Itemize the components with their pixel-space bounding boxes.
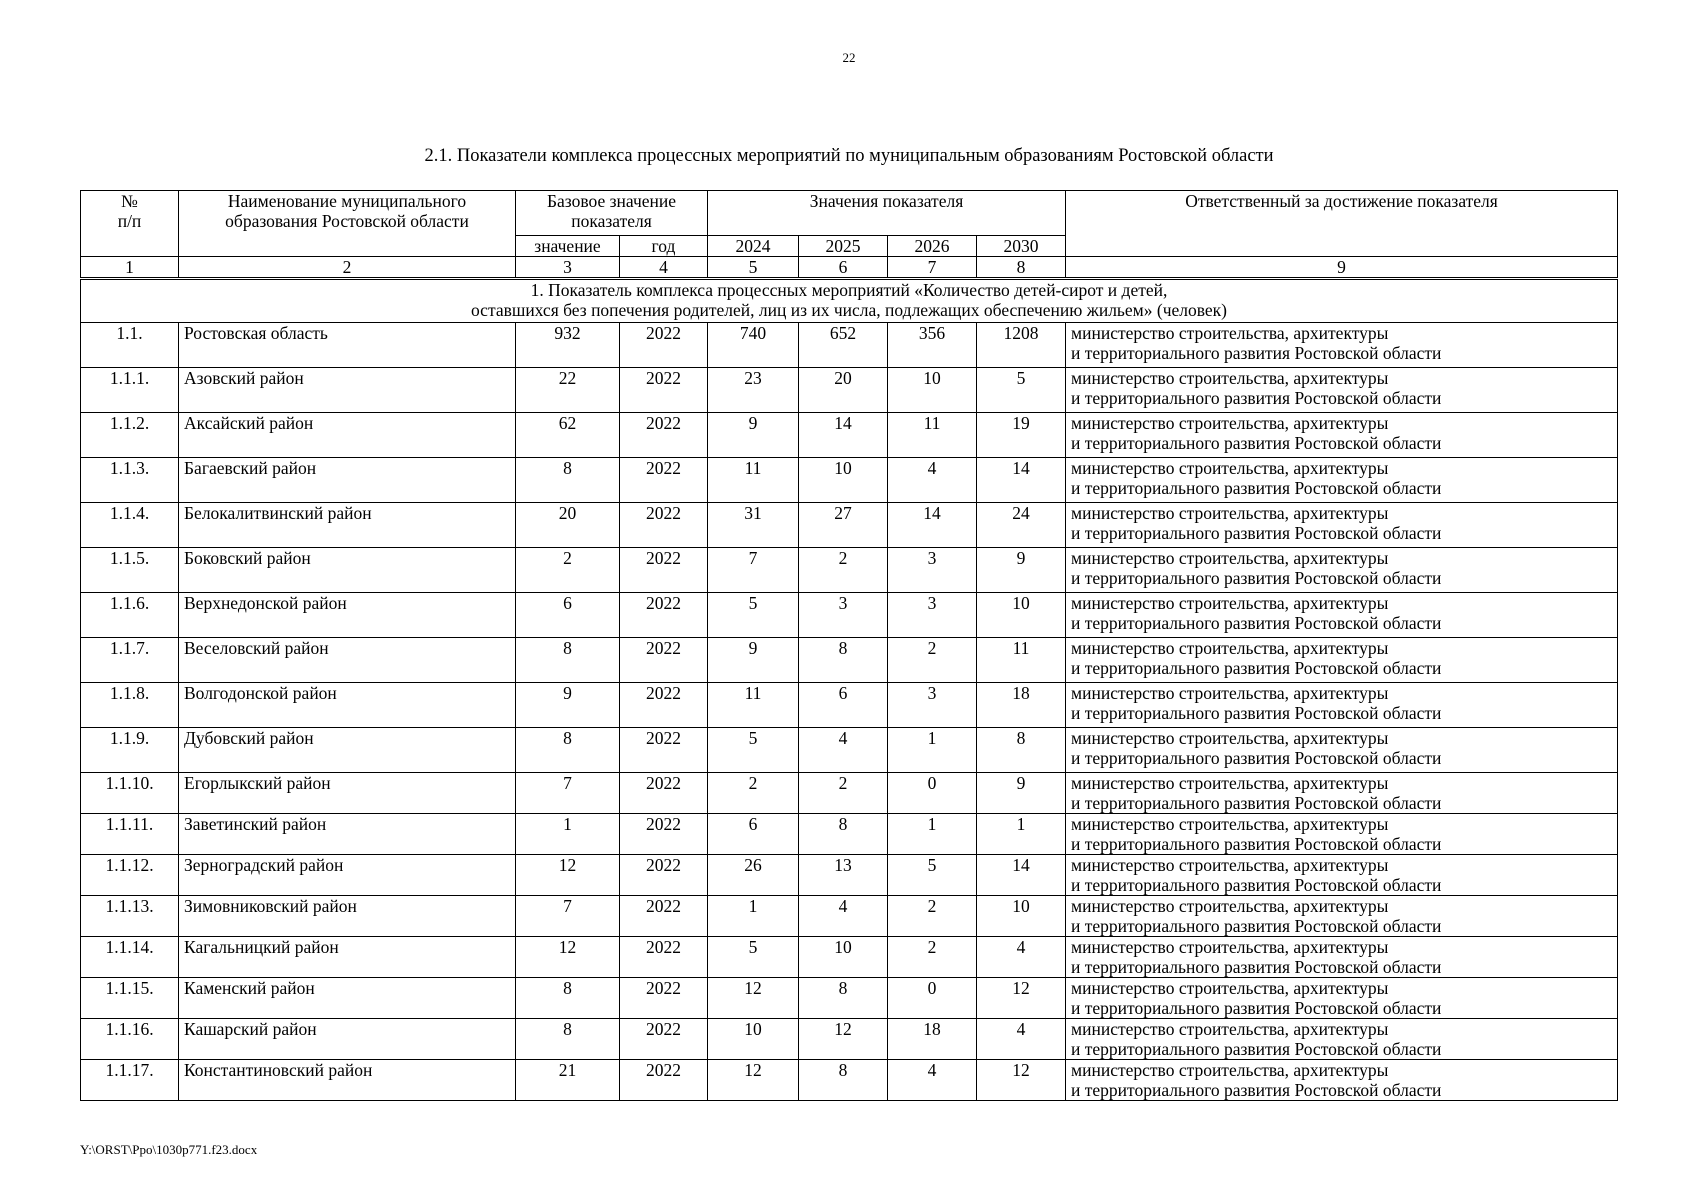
table-row <box>81 638 1618 683</box>
base-value: 12 <box>516 855 620 896</box>
municipality-name: Ростовская область <box>179 323 516 368</box>
municipality-name: Кашарский район <box>179 1019 516 1060</box>
value-2026: 0 <box>888 978 977 1019</box>
section-title <box>81 279 1618 323</box>
table-row <box>81 978 1618 1019</box>
value-2026: 4 <box>888 1060 977 1101</box>
table-row <box>81 896 1618 937</box>
responsible-line2: и территориального развития Ростовской области <box>1071 834 1442 854</box>
responsible-line1: министерство строительства, архитектуры <box>1071 978 1389 998</box>
value-2026: 14 <box>888 503 977 548</box>
row-number: 1.1.14. <box>81 937 179 978</box>
value-2024: 9 <box>708 413 799 458</box>
base-value: 8 <box>516 458 620 503</box>
responsible-line1: министерство строительства, архитектуры <box>1071 1019 1389 1039</box>
municipality-name: Азовский район <box>179 368 516 413</box>
responsible-cell <box>1066 548 1618 593</box>
base-year: 2022 <box>620 638 708 683</box>
column-number: 5 <box>708 257 799 279</box>
responsible-line1: министерство строительства, архитектуры <box>1071 855 1389 875</box>
responsible-cell <box>1066 638 1618 683</box>
responsible-line1: министерство строительства, архитектуры <box>1071 638 1389 658</box>
responsible-line2: и территориального развития Ростовской области <box>1071 703 1442 723</box>
responsible-line2: и территориального развития Ростовской области <box>1071 478 1442 498</box>
header-year: год <box>620 236 708 257</box>
responsible-line2: и территориального развития Ростовской области <box>1071 658 1442 678</box>
value-2030: 19 <box>977 413 1066 458</box>
base-year: 2022 <box>620 1019 708 1060</box>
header-base: Базовое значение показателя <box>516 191 708 236</box>
responsible-cell <box>1066 728 1618 773</box>
municipality-name: Дубовский район <box>179 728 516 773</box>
value-2024: 2 <box>708 773 799 814</box>
value-2024: 12 <box>708 978 799 1019</box>
value-2025: 4 <box>799 896 888 937</box>
value-2024: 740 <box>708 323 799 368</box>
value-2030: 4 <box>977 1019 1066 1060</box>
base-value: 12 <box>516 937 620 978</box>
value-2026: 10 <box>888 368 977 413</box>
base-year: 2022 <box>620 728 708 773</box>
value-2024: 23 <box>708 368 799 413</box>
base-value: 1 <box>516 814 620 855</box>
column-number: 9 <box>1066 257 1618 279</box>
row-number: 1.1.17. <box>81 1060 179 1101</box>
row-number: 1.1.16. <box>81 1019 179 1060</box>
value-2030: 9 <box>977 773 1066 814</box>
header-value: значение <box>516 236 620 257</box>
municipality-name: Константиновский район <box>179 1060 516 1101</box>
base-value: 932 <box>516 323 620 368</box>
value-2025: 14 <box>799 413 888 458</box>
base-value: 2 <box>516 548 620 593</box>
value-2024: 5 <box>708 937 799 978</box>
column-numbers-row <box>81 257 1618 279</box>
header-2030: 2030 <box>977 236 1066 257</box>
table-row <box>81 458 1618 503</box>
value-2030: 10 <box>977 593 1066 638</box>
responsible-line1: министерство строительства, архитектуры <box>1071 548 1389 568</box>
responsible-line2: и территориального развития Ростовской области <box>1071 388 1442 408</box>
value-2024: 31 <box>708 503 799 548</box>
table-row <box>81 323 1618 368</box>
value-2025: 8 <box>799 814 888 855</box>
base-value: 8 <box>516 1019 620 1060</box>
header-name: Наименование муниципального образования Ростовской области <box>179 191 516 257</box>
header-values: Значения показателя <box>708 191 1066 236</box>
value-2026: 2 <box>888 896 977 937</box>
value-2030: 1208 <box>977 323 1066 368</box>
base-year: 2022 <box>620 593 708 638</box>
row-number: 1.1.6. <box>81 593 179 638</box>
responsible-line2: и территориального развития Ростовской области <box>1071 1039 1442 1059</box>
row-number: 1.1.10. <box>81 773 179 814</box>
responsible-cell <box>1066 413 1618 458</box>
value-2024: 5 <box>708 593 799 638</box>
row-number: 1.1. <box>81 323 179 368</box>
row-number: 1.1.8. <box>81 683 179 728</box>
base-value: 7 <box>516 773 620 814</box>
value-2030: 10 <box>977 896 1066 937</box>
value-2030: 24 <box>977 503 1066 548</box>
header-2024: 2024 <box>708 236 799 257</box>
base-value: 20 <box>516 503 620 548</box>
base-value: 7 <box>516 896 620 937</box>
base-value: 9 <box>516 683 620 728</box>
table-row <box>81 937 1618 978</box>
responsible-line1: министерство строительства, архитектуры <box>1071 683 1389 703</box>
value-2030: 9 <box>977 548 1066 593</box>
value-2026: 0 <box>888 773 977 814</box>
responsible-line2: и территориального развития Ростовской области <box>1071 523 1442 543</box>
value-2025: 4 <box>799 728 888 773</box>
value-2030: 12 <box>977 1060 1066 1101</box>
municipality-name: Волгодонской район <box>179 683 516 728</box>
column-number: 6 <box>799 257 888 279</box>
responsible-cell <box>1066 773 1618 814</box>
base-value: 6 <box>516 593 620 638</box>
document-title: 2.1. Показатели комплекса процессных мероприятий по муниципальным образованиям Ростовской области <box>424 146 1274 166</box>
responsible-cell <box>1066 368 1618 413</box>
responsible-line2: и территориального развития Ростовской области <box>1071 568 1442 588</box>
base-value: 8 <box>516 978 620 1019</box>
row-number: 1.1.12. <box>81 855 179 896</box>
responsible-line2: и территориального развития Ростовской области <box>1071 957 1442 977</box>
municipality-name: Зимовниковский район <box>179 896 516 937</box>
municipality-name: Верхнедонской район <box>179 593 516 638</box>
value-2030: 4 <box>977 937 1066 978</box>
value-2026: 11 <box>888 413 977 458</box>
responsible-cell <box>1066 593 1618 638</box>
base-year: 2022 <box>620 937 708 978</box>
value-2025: 27 <box>799 503 888 548</box>
table-row <box>81 503 1618 548</box>
responsible-cell <box>1066 503 1618 548</box>
responsible-line1: министерство строительства, архитектуры <box>1071 323 1389 343</box>
responsible-line1: министерство строительства, архитектуры <box>1071 1060 1389 1080</box>
value-2024: 10 <box>708 1019 799 1060</box>
row-number: 1.1.1. <box>81 368 179 413</box>
municipality-name: Кагальницкий район <box>179 937 516 978</box>
value-2024: 12 <box>708 1060 799 1101</box>
value-2025: 10 <box>799 937 888 978</box>
value-2030: 1 <box>977 814 1066 855</box>
base-year: 2022 <box>620 458 708 503</box>
responsible-line2: и территориального развития Ростовской области <box>1071 916 1442 936</box>
responsible-line1: министерство строительства, архитектуры <box>1071 413 1389 433</box>
responsible-line1: министерство строительства, архитектуры <box>1071 593 1389 613</box>
responsible-cell <box>1066 458 1618 503</box>
municipality-name: Белокалитвинский район <box>179 503 516 548</box>
responsible-cell <box>1066 937 1618 978</box>
value-2024: 9 <box>708 638 799 683</box>
column-number: 7 <box>888 257 977 279</box>
value-2030: 8 <box>977 728 1066 773</box>
table-row <box>81 814 1618 855</box>
municipality-name: Каменский район <box>179 978 516 1019</box>
responsible-line2: и территориального развития Ростовской области <box>1071 1080 1442 1100</box>
value-2025: 6 <box>799 683 888 728</box>
value-2030: 12 <box>977 978 1066 1019</box>
value-2030: 18 <box>977 683 1066 728</box>
value-2024: 7 <box>708 548 799 593</box>
base-year: 2022 <box>620 1060 708 1101</box>
section-title-line2: оставшихся без попечения родителей, лиц из их числа, подлежащих обеспечению жильем» (человек) <box>471 300 1228 320</box>
header-responsible: Ответственный за достижение показателя <box>1066 191 1618 257</box>
column-number: 2 <box>179 257 516 279</box>
responsible-line1: министерство строительства, архитектуры <box>1071 458 1389 478</box>
value-2025: 20 <box>799 368 888 413</box>
value-2024: 6 <box>708 814 799 855</box>
responsible-line1: министерство строительства, архитектуры <box>1071 728 1389 748</box>
table-row <box>81 683 1618 728</box>
value-2025: 2 <box>799 548 888 593</box>
value-2030: 11 <box>977 638 1066 683</box>
responsible-line1: министерство строительства, архитектуры <box>1071 503 1389 523</box>
responsible-line2: и территориального развития Ростовской области <box>1071 793 1442 813</box>
municipality-name: Зерноградский район <box>179 855 516 896</box>
value-2026: 5 <box>888 855 977 896</box>
municipality-name: Егорлыкский район <box>179 773 516 814</box>
value-2030: 14 <box>977 458 1066 503</box>
header-2025: 2025 <box>799 236 888 257</box>
base-value: 8 <box>516 638 620 683</box>
base-value: 21 <box>516 1060 620 1101</box>
value-2030: 14 <box>977 855 1066 896</box>
responsible-cell <box>1066 814 1618 855</box>
municipality-name: Аксайский район <box>179 413 516 458</box>
table-row <box>81 855 1618 896</box>
base-year: 2022 <box>620 503 708 548</box>
value-2025: 2 <box>799 773 888 814</box>
value-2024: 1 <box>708 896 799 937</box>
value-2025: 3 <box>799 593 888 638</box>
base-year: 2022 <box>620 978 708 1019</box>
row-number: 1.1.5. <box>81 548 179 593</box>
value-2026: 2 <box>888 638 977 683</box>
municipality-name: Боковский район <box>179 548 516 593</box>
section-title-line1: 1. Показатель комплекса процессных мероприятий «Количество детей-сирот и детей, <box>530 280 1168 300</box>
value-2026: 3 <box>888 593 977 638</box>
value-2025: 652 <box>799 323 888 368</box>
row-number: 1.1.13. <box>81 896 179 937</box>
base-year: 2022 <box>620 323 708 368</box>
base-value: 8 <box>516 728 620 773</box>
column-number: 4 <box>620 257 708 279</box>
base-year: 2022 <box>620 683 708 728</box>
value-2025: 8 <box>799 638 888 683</box>
base-value: 22 <box>516 368 620 413</box>
column-number: 8 <box>977 257 1066 279</box>
responsible-line2: и территориального развития Ростовской области <box>1071 613 1442 633</box>
table-row <box>81 1060 1618 1101</box>
header-num: № п/п <box>81 191 179 257</box>
responsible-line1: министерство строительства, архитектуры <box>1071 368 1389 388</box>
responsible-line1: министерство строительства, архитектуры <box>1071 937 1389 957</box>
responsible-line1: министерство строительства, архитектуры <box>1071 814 1389 834</box>
table-row <box>81 413 1618 458</box>
value-2026: 2 <box>888 937 977 978</box>
responsible-cell <box>1066 896 1618 937</box>
base-year: 2022 <box>620 896 708 937</box>
page-number: 22 <box>842 50 856 65</box>
responsible-line2: и территориального развития Ростовской области <box>1071 998 1442 1018</box>
value-2026: 3 <box>888 548 977 593</box>
responsible-line2: и территориального развития Ростовской области <box>1071 343 1442 363</box>
value-2026: 3 <box>888 683 977 728</box>
header-2026: 2026 <box>888 236 977 257</box>
table-row <box>81 593 1618 638</box>
value-2025: 10 <box>799 458 888 503</box>
column-number: 3 <box>516 257 620 279</box>
responsible-cell <box>1066 978 1618 1019</box>
responsible-line2: и территориального развития Ростовской области <box>1071 748 1442 768</box>
municipality-name: Веселовский район <box>179 638 516 683</box>
value-2026: 1 <box>888 814 977 855</box>
responsible-line2: и территориального развития Ростовской области <box>1071 433 1442 453</box>
row-number: 1.1.9. <box>81 728 179 773</box>
table-row <box>81 368 1618 413</box>
value-2030: 5 <box>977 368 1066 413</box>
value-2024: 26 <box>708 855 799 896</box>
responsible-cell <box>1066 1060 1618 1101</box>
value-2026: 18 <box>888 1019 977 1060</box>
table-row <box>81 773 1618 814</box>
responsible-cell <box>1066 855 1618 896</box>
value-2026: 4 <box>888 458 977 503</box>
responsible-line1: министерство строительства, архитектуры <box>1071 896 1389 916</box>
value-2024: 11 <box>708 683 799 728</box>
section-row <box>81 279 1618 323</box>
responsible-line2: и территориального развития Ростовской области <box>1071 875 1442 895</box>
base-year: 2022 <box>620 773 708 814</box>
responsible-cell <box>1066 323 1618 368</box>
responsible-cell <box>1066 1019 1618 1060</box>
table-row <box>81 1019 1618 1060</box>
value-2025: 12 <box>799 1019 888 1060</box>
indicators-table <box>80 190 1618 1101</box>
responsible-line1: министерство строительства, архитектуры <box>1071 773 1389 793</box>
table-row <box>81 728 1618 773</box>
base-value: 62 <box>516 413 620 458</box>
base-year: 2022 <box>620 814 708 855</box>
row-number: 1.1.3. <box>81 458 179 503</box>
footer-file-path: Y:\ORST\Ppo\1030p771.f23.docx <box>80 1142 258 1157</box>
value-2026: 356 <box>888 323 977 368</box>
municipality-name: Багаевский район <box>179 458 516 503</box>
value-2024: 11 <box>708 458 799 503</box>
value-2025: 8 <box>799 1060 888 1101</box>
row-number: 1.1.4. <box>81 503 179 548</box>
base-year: 2022 <box>620 413 708 458</box>
value-2026: 1 <box>888 728 977 773</box>
row-number: 1.1.2. <box>81 413 179 458</box>
municipality-name: Заветинский район <box>179 814 516 855</box>
responsible-cell <box>1066 683 1618 728</box>
row-number: 1.1.15. <box>81 978 179 1019</box>
base-year: 2022 <box>620 368 708 413</box>
value-2025: 8 <box>799 978 888 1019</box>
table-row <box>81 548 1618 593</box>
row-number: 1.1.7. <box>81 638 179 683</box>
base-year: 2022 <box>620 855 708 896</box>
base-year: 2022 <box>620 548 708 593</box>
column-number: 1 <box>81 257 179 279</box>
row-number: 1.1.11. <box>81 814 179 855</box>
value-2024: 5 <box>708 728 799 773</box>
value-2025: 13 <box>799 855 888 896</box>
